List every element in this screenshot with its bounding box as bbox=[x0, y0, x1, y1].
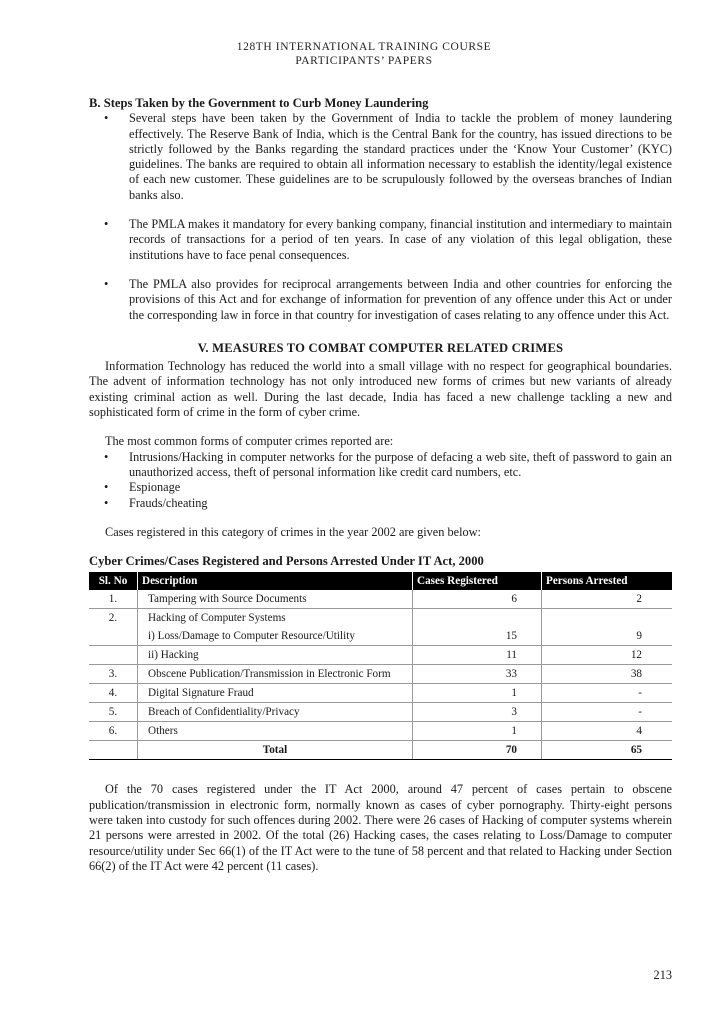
page-body bbox=[89, 96, 672, 874]
cell-description: Hacking of Computer Systems bbox=[138, 609, 413, 628]
list-item bbox=[89, 277, 672, 323]
table-title: Cyber Crimes/Cases Registered and Persons Arrested Under IT Act, 2000 bbox=[89, 554, 484, 569]
table-row bbox=[89, 590, 672, 609]
bullet-text: Several steps have been taken by the Government of India to tackle the problem of money laundering effectively. The Reserve Bank of India, which is the Central Bank for the country, has issued directions to be strictly followed by the Banks regarding the standard practices under the ‘Know Your Customer’ (KYC) guidelines. The banks are required to obtain all information necessary to establish the identity/legal existence of each new customer. These guidelines are to be scrupulously followed by the overseas branches of Indian banks also. bbox=[129, 111, 672, 202]
cell-cases bbox=[413, 609, 542, 628]
cell-cases: 1 bbox=[413, 684, 542, 703]
table-header-row bbox=[89, 572, 672, 590]
col-header-persons-arrested: Persons Arrested bbox=[542, 572, 673, 590]
cell-sl bbox=[89, 646, 138, 665]
cell-cases: 1 bbox=[413, 722, 542, 741]
cell-arrested bbox=[542, 609, 673, 628]
list-item bbox=[89, 217, 672, 263]
table-row bbox=[89, 627, 672, 646]
table-total-row bbox=[89, 741, 672, 760]
cell-arrested: 4 bbox=[542, 722, 673, 741]
section-v-paragraph: Information Technology has reduced the world into a small village with no respect for geographical boundaries. The advent of information technology has not only introduced new forms of crimes but new variants of already existing criminal action as well. During the last decade, India has faced a new challenge tackling a new and sophisticated form of crime in the form of cyber crime. bbox=[89, 359, 672, 420]
list-item bbox=[89, 111, 672, 203]
closing-paragraph: Of the 70 cases registered under the IT Act 2000, around 47 percent of cases pertain to obscene publication/transmission in electronic form, normally known as cases of cyber pornography. Thirty-eight persons were taken into custody for such offences during 2002. There were 26 cases of Hacking of computer systems wherein 21 persons were arrested in 2002. Of the total (26) Hacking cases, the cases relating to Loss/Damage to computer resource/utility under Sec 66(1) of the IT Act were to the tune of 58 percent and that related to Hacking under Section 66(2) of the IT Act were 42 percent (11 cases). bbox=[89, 782, 672, 873]
bullet-text: Espionage bbox=[129, 480, 181, 495]
cell-sl: 3. bbox=[89, 665, 138, 684]
cell-description: i) Loss/Damage to Computer Resource/Utility bbox=[138, 627, 413, 646]
cell-sl: 1. bbox=[89, 590, 138, 609]
cell-sl: 6. bbox=[89, 722, 138, 741]
cell-sl bbox=[89, 627, 138, 646]
bullet-glyph: • bbox=[104, 449, 109, 464]
cell-sl: 4. bbox=[89, 684, 138, 703]
running-header bbox=[0, 40, 728, 68]
col-header-sl-no: Sl. No bbox=[89, 572, 138, 590]
header-line-1: 128TH INTERNATIONAL TRAINING COURSE bbox=[236, 41, 492, 53]
cyber-crimes-table bbox=[89, 572, 672, 760]
table-row bbox=[89, 722, 672, 741]
list-item bbox=[89, 496, 672, 511]
bullet-glyph: • bbox=[104, 480, 109, 495]
list-item bbox=[89, 480, 672, 495]
cell-arrested: 38 bbox=[542, 665, 673, 684]
cell-description: Tampering with Source Documents bbox=[138, 590, 413, 609]
cell-cases: 6 bbox=[413, 590, 542, 609]
total-label: Total bbox=[138, 741, 413, 760]
cell-description: Others bbox=[138, 722, 413, 741]
cell-description: Breach of Confidentiality/Privacy bbox=[138, 703, 413, 722]
cell-cases: 3 bbox=[413, 703, 542, 722]
bullet-text: The PMLA also provides for reciprocal arrangements between India and other countries for enforcing the provisions of this Act and for exchange of information for prevention of any offence under this Act or under the corresponding law in force in that country for investigation of cases relating to any offence under this Act. bbox=[129, 276, 672, 322]
table-row bbox=[89, 609, 672, 628]
total-cases: 70 bbox=[413, 741, 542, 760]
bullet-text: Intrusions/Hacking in computer networks for the purpose of defacing a web site, theft of password to gain an unauthorized access, theft of personal information like credit card numbers, etc. bbox=[129, 449, 672, 479]
cell-description: Digital Signature Fraud bbox=[138, 684, 413, 703]
table-row bbox=[89, 665, 672, 684]
cell-arrested: - bbox=[542, 684, 673, 703]
cell-empty bbox=[89, 741, 138, 760]
section-v-heading: V. MEASURES TO COMBAT COMPUTER RELATED CRIMES bbox=[197, 340, 564, 355]
bullet-text: Frauds/cheating bbox=[129, 495, 208, 510]
cell-cases: 11 bbox=[413, 646, 542, 665]
cell-description: Obscene Publication/Transmission in Electronic Form bbox=[138, 665, 413, 684]
forms-intro: The most common forms of computer crimes reported are: bbox=[105, 434, 394, 449]
cell-cases: 33 bbox=[413, 665, 542, 684]
header-line-2: PARTICIPANTS’ PAPERS bbox=[295, 55, 433, 67]
cell-arrested: 12 bbox=[542, 646, 673, 665]
section-b-bullet-list bbox=[89, 111, 672, 323]
cases-intro: Cases registered in this category of crimes in the year 2002 are given below: bbox=[105, 524, 481, 539]
table-row bbox=[89, 646, 672, 665]
col-header-description: Description bbox=[138, 572, 413, 590]
cell-sl: 5. bbox=[89, 703, 138, 722]
section-b-heading: B. Steps Taken by the Government to Curb Money Laundering bbox=[89, 96, 429, 110]
col-header-cases-registered: Cases Registered bbox=[413, 572, 542, 590]
bullet-glyph: • bbox=[104, 495, 109, 510]
cell-arrested: - bbox=[542, 703, 673, 722]
bullet-glyph: • bbox=[104, 276, 109, 291]
cell-description: ii) Hacking bbox=[138, 646, 413, 665]
table-row bbox=[89, 703, 672, 722]
table-row bbox=[89, 684, 672, 703]
page-number: 213 bbox=[653, 968, 672, 982]
crime-forms-list bbox=[89, 450, 672, 511]
cell-arrested: 9 bbox=[542, 627, 673, 646]
bullet-glyph: • bbox=[104, 217, 109, 232]
bullet-text: The PMLA makes it mandatory for every banking company, financial institution and intermediary to maintain records of transactions for a period of ten years. In case of any violation of this legal obligation, these institutions have to face penal consequences. bbox=[129, 217, 672, 262]
cell-cases: 15 bbox=[413, 627, 542, 646]
list-item bbox=[89, 450, 672, 481]
total-arrested: 65 bbox=[542, 741, 673, 760]
cell-arrested: 2 bbox=[542, 590, 673, 609]
bullet-glyph: • bbox=[104, 111, 109, 126]
cell-sl: 2. bbox=[108, 612, 118, 625]
